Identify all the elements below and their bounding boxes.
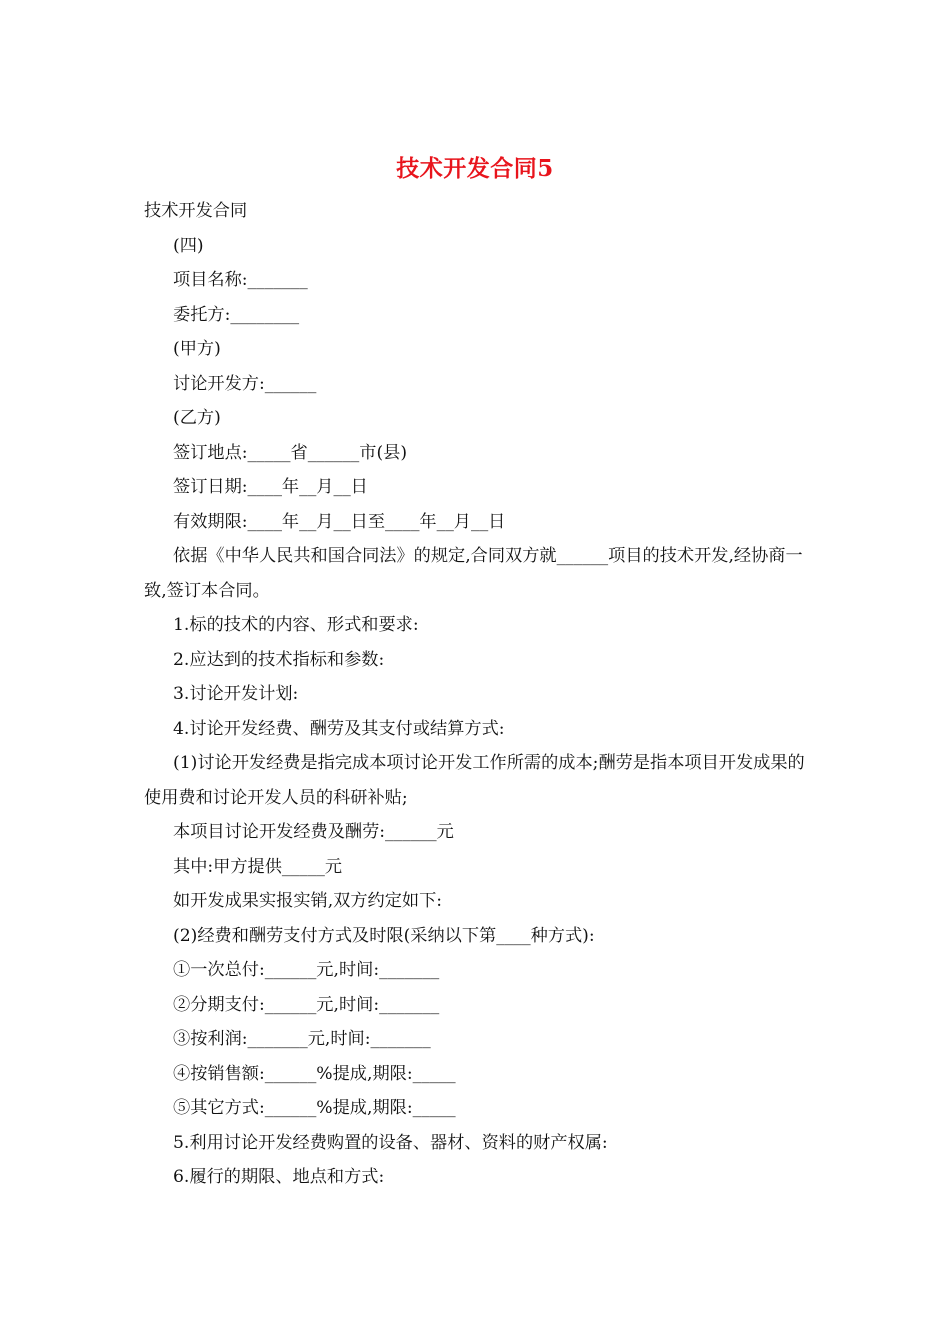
paragraph: 5.利用讨论开发经费购置的设备、器材、资料的财产权属: xyxy=(173,1132,608,1153)
paragraph: ④按销售额:______%提成,期限:_____ xyxy=(173,1063,456,1084)
paragraph: 4.讨论开发经费、酬劳及其支付或结算方式: xyxy=(173,718,505,739)
paragraph: (四) xyxy=(173,235,204,256)
document-title: 技术开发合同5 xyxy=(396,155,554,182)
paragraph: ②分期支付:______元,时间:_______ xyxy=(173,994,440,1015)
paragraph: (甲方) xyxy=(173,339,221,359)
paragraph: ③按利润:_______元,时间:_______ xyxy=(173,1029,431,1049)
paragraph: 技术开发合同 xyxy=(144,201,248,221)
paragraph: ①一次总付:______元,时间:_______ xyxy=(173,960,440,980)
paragraph: 项目名称:_______ xyxy=(173,270,308,290)
paragraph: 有效期限:____年__月__日至____年__月__日 xyxy=(173,511,506,532)
paragraph: 委托方:________ xyxy=(173,304,300,325)
paragraph: 本项目讨论开发经费及酬劳:______元 xyxy=(173,822,454,842)
paragraph: ⑤其它方式:______%提成,期限:_____ xyxy=(173,1098,456,1118)
paragraph: 依据《中华人民共和国合同法》的规定,合同双方就______项目的技术开发,经协商一致,签订本合同。 xyxy=(144,546,803,601)
paragraph: (2)经费和酬劳支付方式及时限(采纳以下第____种方式): xyxy=(173,925,595,946)
paragraph: 签订日期:____年__月__日 xyxy=(173,477,368,497)
paragraph: 2.应达到的技术指标和参数: xyxy=(173,649,385,670)
paragraph: 6.履行的期限、地点和方式: xyxy=(173,1167,385,1187)
paragraph: 签订地点:_____省______市(县) xyxy=(173,442,408,463)
paragraph: (乙方) xyxy=(173,408,221,428)
paragraph: 如开发成果实报实销,双方约定如下: xyxy=(173,891,443,911)
paragraph: 1.标的技术的内容、形式和要求: xyxy=(173,615,419,635)
paragraph: 讨论开发方:______ xyxy=(173,373,317,394)
paragraph: 3.讨论开发计划: xyxy=(173,684,299,704)
document-body xyxy=(144,194,808,1195)
paragraph: 其中:甲方提供_____元 xyxy=(173,856,343,877)
paragraph: (1)讨论开发经费是指完成本项讨论开发工作所需的成本;酬劳是指本项目开发成果的使用费和讨论开发人员的科研补贴; xyxy=(144,753,805,808)
